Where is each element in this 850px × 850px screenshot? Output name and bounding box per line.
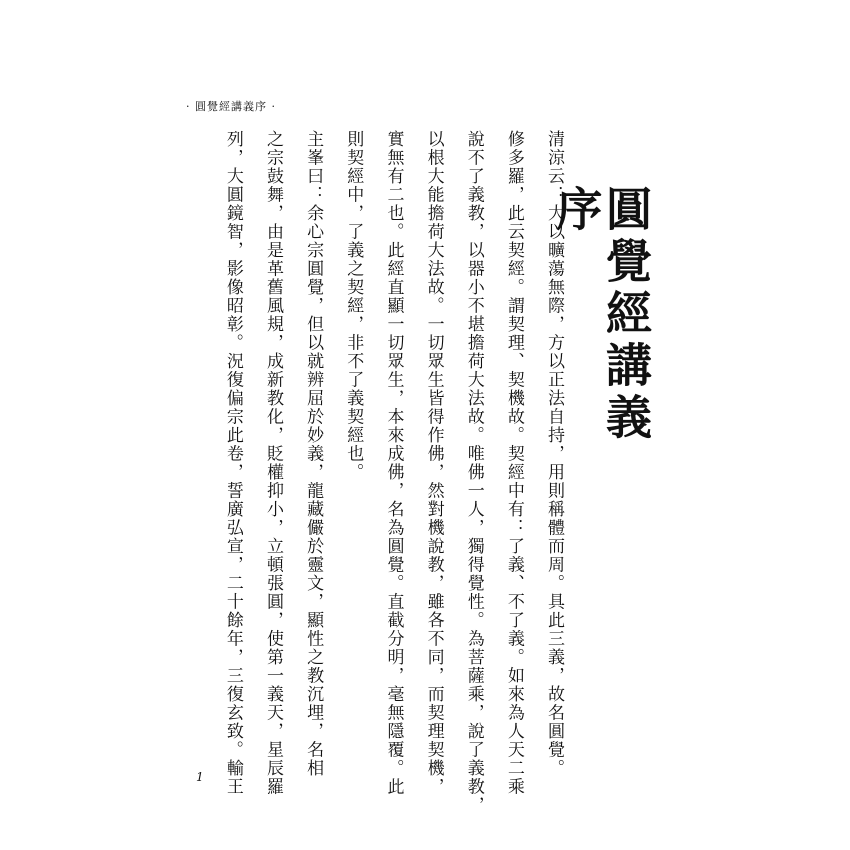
vertical-text-block bbox=[209, 130, 570, 815]
running-header: · 圓覺經講義序 · bbox=[186, 100, 276, 113]
text-column: 主峯曰：余心宗圓覺，但以就辨屈於妙義，龍藏儼於靈文，顯性之教沉埋，名相 bbox=[303, 130, 324, 778]
text-column: 則契經中，了義之契經，非不了義契經也。 bbox=[343, 130, 364, 482]
text-column: 實無有二也。此經直顯一切眾生，本來成佛，名為圓覺。直截分明，毫無隱覆。此 bbox=[383, 130, 404, 796]
text-column: 修多羅，此云契經。謂契理、契機故。契經中有：了義、不了義。如來為人天二乘 bbox=[503, 130, 524, 796]
text-column: 說不了義教，以器小不堪擔荷大法故。唯佛一人，獨得覺性。為菩薩乘，說了義教， bbox=[463, 130, 484, 815]
text-column: 清涼云：大以曠蕩無際，方以正法自持，用則稱體而周。具此三義，故名圓覺。 bbox=[544, 130, 564, 778]
page-title: 圓覺經講義序 bbox=[549, 185, 653, 445]
text-column: 列，大圓鏡智，影像昭彰。況復偏宗此卷，誓廣弘宣，二十餘年，三復玄致。輸王 bbox=[222, 130, 243, 796]
page-number: 1 bbox=[196, 770, 204, 784]
text-column: 以根大能擔荷大法故。一切眾生皆得作佛，然對機說教，雖各不同，而契理契機， bbox=[423, 130, 444, 796]
text-column: 之宗鼓舞，由是革舊風規，成新教化，貶權抑小，立頓張圓，使第一義天，星辰羅 bbox=[263, 130, 284, 796]
